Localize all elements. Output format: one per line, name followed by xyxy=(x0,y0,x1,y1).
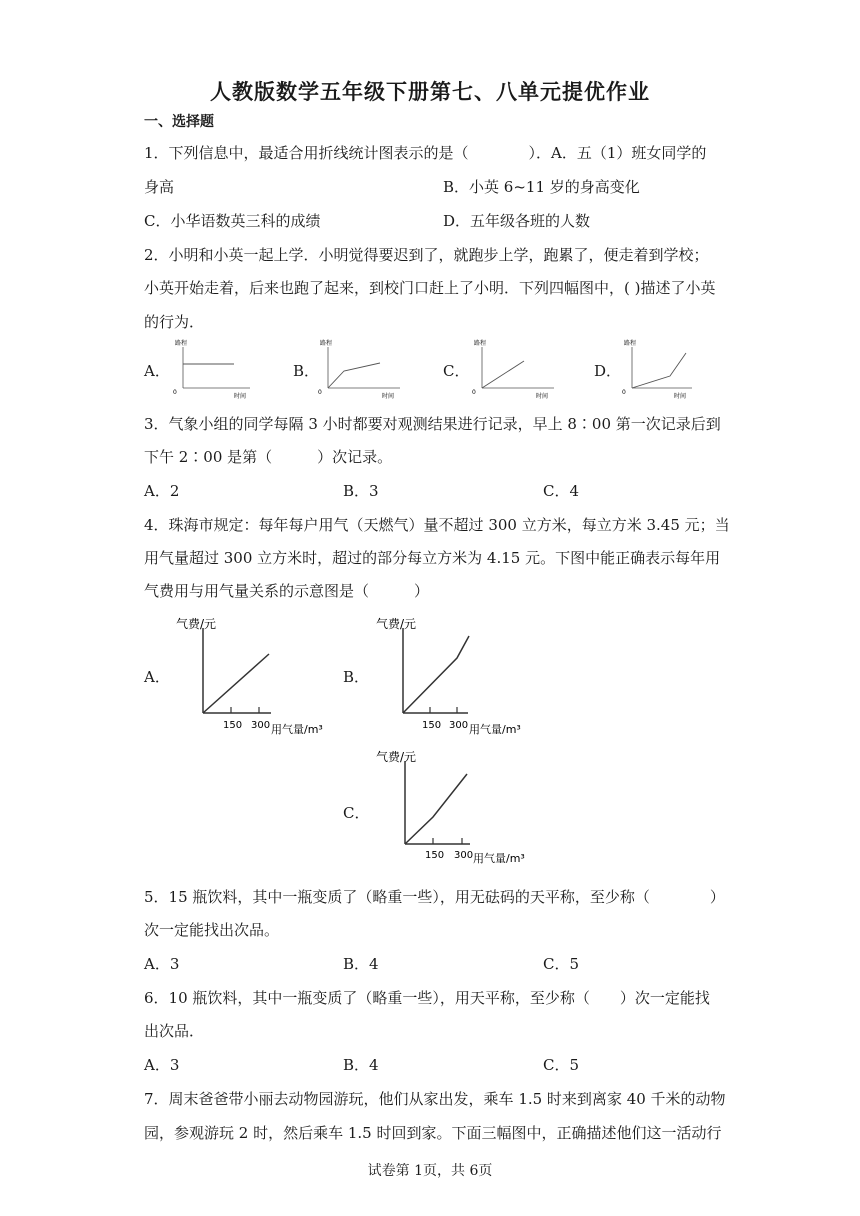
q4-graph-c-tick-300: 300 xyxy=(454,850,474,861)
q4-graph-a xyxy=(170,612,350,742)
q4-graph-a-tick-150: 150 xyxy=(223,720,243,731)
q2-graph-d-origin: 0 xyxy=(622,389,626,396)
q4-graph-c-ylabel: 气费/元 xyxy=(376,750,417,764)
q7-line2: 园，参观游玩 2 时，然后乘车 1.5 时回到家。下面三幅图中，正确描述他们这一活动行 xyxy=(144,1124,722,1142)
q2-graph-a-origin: 0 xyxy=(173,389,177,396)
q4-graph-b-tick-300: 300 xyxy=(449,720,469,731)
q5-line1: 5．15 瓶饮料，其中一瓶变质了（略重一些），用无砝码的天平称，至少称（ ） xyxy=(144,888,725,906)
q6-line2: 出次品． xyxy=(144,1022,205,1040)
q4-graph-a-tick-300: 300 xyxy=(251,720,271,731)
q4-graph-b xyxy=(370,612,550,742)
q5-option-a: A．3 xyxy=(144,955,180,973)
q2-graph-b-line xyxy=(328,363,380,388)
q3-option-c: C．4 xyxy=(543,482,580,500)
q4-graph-c-line xyxy=(405,774,467,844)
q1-line2: 身高 xyxy=(144,178,175,196)
q6-option-b: B．4 xyxy=(343,1056,379,1074)
q2-graph-c xyxy=(468,338,558,400)
q4-graph-b-ylabel: 气费/元 xyxy=(376,617,417,631)
q2-graph-a-xlabel: 时间 xyxy=(234,393,247,400)
q2-graph-d-ylabel: 路程 xyxy=(624,340,637,347)
q4-graph-b-line xyxy=(403,636,469,713)
q1-option-d: D．五年级各班的人数 xyxy=(443,212,591,230)
q4-line2: 用气量超过 300 立方米时，超过的部分每立方米为 4.15 元。下图中能正确表示每年用 xyxy=(144,549,721,567)
q2-option-c-label: C． xyxy=(443,362,470,380)
q4-graph-b-xlabel: 用气量/m³ xyxy=(469,723,521,736)
q3-line1: 3．气象小组的同学每隔 3 小时都要对观测结果进行记录，早上 8∶00 第一次记录后到 xyxy=(144,415,721,433)
q5-option-b: B．4 xyxy=(343,955,379,973)
q3-option-a: A．2 xyxy=(144,482,180,500)
q4-graph-c-tick-150: 150 xyxy=(425,850,445,861)
q2-graph-a-ylabel: 路程 xyxy=(175,340,188,347)
q2-option-a-label: A． xyxy=(144,362,170,380)
q4-option-c-label: C． xyxy=(343,804,370,822)
page-footer: 试卷第 1页，共 6页 xyxy=(367,1163,493,1179)
q4-graph-b-tick-150: 150 xyxy=(422,720,442,731)
q2-line3: 的行为． xyxy=(144,313,205,331)
q4-option-a-label: A． xyxy=(144,668,170,686)
q1-option-c: C．小华语数英三科的成绩 xyxy=(144,212,321,230)
q6-line1: 6．10 瓶饮料，其中一瓶变质了（略重一些），用天平称，至少称（ ）次一定能找 xyxy=(144,989,710,1007)
q2-graph-c-line xyxy=(482,361,524,388)
q2-graph-c-ylabel: 路程 xyxy=(474,340,487,347)
q6-option-a: A．3 xyxy=(144,1056,180,1074)
q3-option-b: B．3 xyxy=(343,482,379,500)
page-title: 人教版数学五年级下册第七、八单元提优作业 xyxy=(210,80,650,104)
q2-line2: 小英开始走着，后来也跑了起来，到校门口赶上了小明．下列四幅图中，( )描述了小英 xyxy=(144,279,716,297)
q5-option-c: C．5 xyxy=(543,955,580,973)
q7-line1: 7．周末爸爸带小丽去动物园游玩，他们从家出发，乘车 1.5 时来到离家 40 千米的动物 xyxy=(144,1090,726,1108)
q2-graph-d-line xyxy=(632,353,686,388)
q1-line1: 1．下列信息中，最适合用折线统计图表示的是（ ）．A．五（1）班女同学的 xyxy=(144,144,707,162)
q2-graph-d-xlabel: 时间 xyxy=(674,393,687,400)
q2-graph-c-xlabel: 时间 xyxy=(536,393,549,400)
q2-graph-b-ylabel: 路程 xyxy=(320,340,333,347)
q4-option-b-label: B． xyxy=(343,668,370,686)
q2-graph-b-origin: 0 xyxy=(318,389,322,396)
q1-option-b: B．小英 6~11 岁的身高变化 xyxy=(443,178,640,196)
q2-graph-c-origin: 0 xyxy=(472,389,476,396)
q4-line1: 4．珠海市规定：每年每户用气（天燃气）量不超过 300 立方米，每立方米 3.45 元；当 xyxy=(144,516,730,534)
q2-line1: 2．小明和小英一起上学．小明觉得要迟到了，就跑步上学，跑累了，便走着到学校； xyxy=(144,246,709,264)
q2-graph-d xyxy=(618,338,696,400)
section-heading: 一、选择题 xyxy=(144,114,214,130)
q2-graph-b xyxy=(314,338,404,400)
q4-graph-a-ylabel: 气费/元 xyxy=(176,617,217,631)
q2-graph-a xyxy=(170,338,254,400)
q4-graph-c-xlabel: 用气量/m³ xyxy=(473,852,525,865)
q4-graph-a-line xyxy=(203,654,269,713)
q2-option-d-label: D． xyxy=(594,362,622,380)
q4-graph-a-xlabel: 用气量/m³ xyxy=(271,723,323,736)
q4-graph-c xyxy=(370,745,550,875)
q2-option-b-label: B． xyxy=(293,362,320,380)
q6-option-c: C．5 xyxy=(543,1056,580,1074)
q3-line2: 下午 2∶00 是第（ ）次记录。 xyxy=(144,448,393,466)
q5-line2: 次一定能找出次品。 xyxy=(144,921,280,939)
q2-graph-b-xlabel: 时间 xyxy=(382,393,395,400)
q4-line3: 气费用与用气量关系的示意图是（ ） xyxy=(144,582,430,600)
